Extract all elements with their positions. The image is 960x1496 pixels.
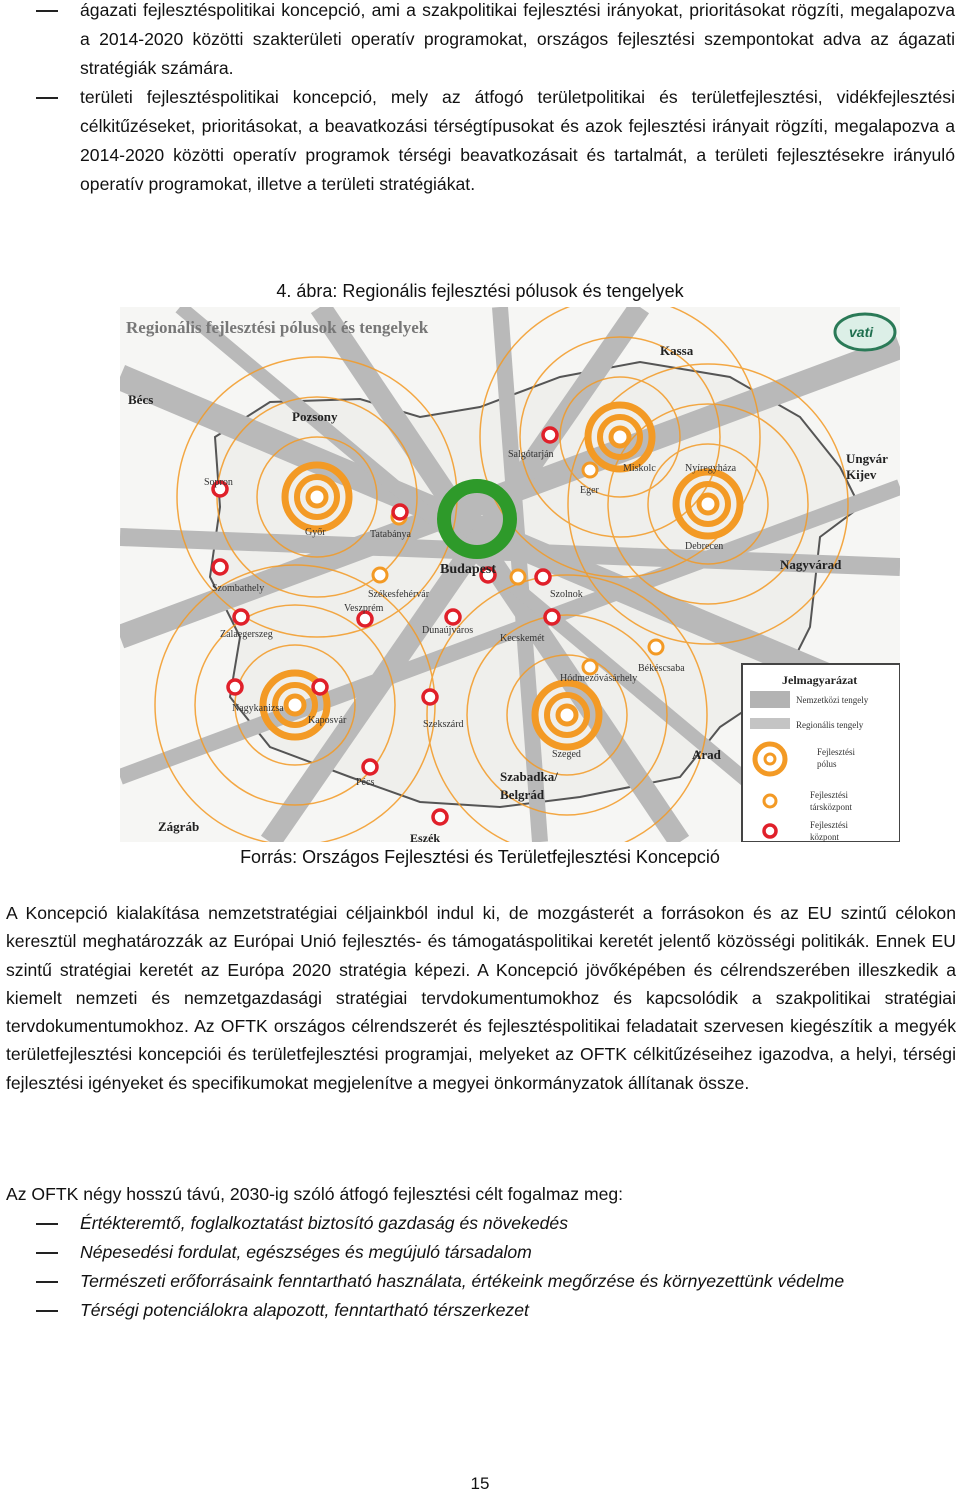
goal-text: Természeti erőforrásaink fenntartható használata, értékeink megőrzése és környezettünk védelme [80,1271,845,1291]
legend-swatch [750,718,790,729]
body-paragraph: A Koncepció kialakítása nemzetstratégiai céljainkból indul ki, de mozgásterét a forrásokon és az EU szintű célokon keresztül meghatározzák az Európai Unió fejlesztés- és támogatáspolitikai keretét jelentő közösségi politikák. Ennek EU szintű stratégiai keretét az Európa 2020 stratégia képezi. A Koncepció jövőképében és célrendszerében illeszkedik a kiemelt nemzeti és nemzetgazdasági stratégiai tervdokumentumokhoz és kapcsolódik a szakpolitikai stratégiai tervdokumentumokhoz. Az OFTK országos célrendszerét és fejlesztéspolitikai feladatait szervesen kiegészítik a megyék területfejlesztési koncepciói és területfejlesztési programjai, melyeket az OFTK célkitűzéseihez igazodva, a helyi, térségi fejlesztési igényeket és specifikumokat megjelenítve a megyei önkormányzatok állítanak össze. [6,903,956,1093]
map-title: Regionális fejlesztési pólusok és tengelyek [126,318,429,337]
body-paragraph: Az OFTK négy hosszú távú, 2030-ig szóló átfogó fejlesztési célt fogalmaz meg: [6,1184,624,1204]
legend-copole-symbol [764,795,776,807]
goals-list [0,1209,960,1325]
city-label: Arad [692,747,721,762]
city-label: Kecskemét [500,633,545,644]
bullet-text: ágazati fejlesztéspolitikai koncepció, ami a szakpolitikai fejlesztési irányokat, prioritásokat rögzíti, megalapozva a 2014-2020 közötti szakterületi operatív programokat, országos fejlesztési szempontokat adva az ágazati stratégiák számára. [80,0,955,78]
city-label: Szolnok [550,589,583,600]
city-label: Budapest [440,562,497,577]
legend-swatch [750,691,790,708]
city-label: Veszprém [344,603,384,614]
city-label: Tatabánya [370,529,411,540]
list-item [0,83,960,199]
city-label: Pozsony [292,409,338,424]
city-label: Pécs [356,777,375,788]
city-label: Eger [580,485,599,496]
list-item [0,1296,960,1325]
list-item [0,0,960,83]
dash-bullet-icon [36,1223,58,1225]
city-label: Dunaújváros [422,625,474,636]
legend-label: Nemzetközi tengely [796,695,869,705]
list-item [0,1267,960,1296]
map-legend [742,664,900,842]
city-label: Nagykanizsa [232,703,284,714]
dash-bullet-icon [36,1310,58,1312]
legend-label: Fejlesztési [810,790,848,800]
legend-label: Fejlesztési [817,747,855,757]
dash-bullet-icon [36,1281,58,1283]
list-item [0,1209,960,1238]
city-label: Zalaegerszeg [220,629,273,640]
city-label: Ungvár [846,451,888,466]
city-label: Hódmezővásárhely [560,673,638,684]
city-label: Salgótarján [508,449,554,460]
vati-logo [835,314,895,350]
city-label: Belgrád [500,787,545,802]
dash-bullet-icon [36,1252,58,1254]
city-label: Nyíregyháza [685,463,737,474]
goal-text: Értékteremtő, foglalkoztatást biztosító gazdaság és növekedés [80,1213,569,1233]
goal-text: Népesedési fordulat, egészséges és megújuló társadalom [80,1242,532,1262]
legend-title: Jelmagyarázat [782,673,858,687]
top-bullet-list [0,0,960,199]
city-label: Bécs [128,392,154,407]
city-label: Kijev [846,467,877,482]
dash-bullet-icon [36,10,58,12]
list-item [0,1238,960,1267]
legend-label: pólus [817,759,837,769]
bullet-text: területi fejlesztéspolitikai koncepció, mely az átfogó területpolitikai és területfejlesztési, vidékfejlesztési célkitűzéseket, prioritásokat, a beavatkozási térségtípusokat és azok fejlesztési irányait rögzíti, megalapozva a 2014-2020 közötti operatív programok térségi beavatkozásait és tartalmát, a területi fejlesztésekre irányuló operatív programokat, illetve a területi stratégiákat. [80,87,955,194]
city-label: Kassa [660,343,694,358]
legend-label: Regionális tengely [796,720,864,730]
city-label: Debrecen [685,541,724,552]
vati-logo-text: vati [849,324,874,340]
city-label: Miskolc [623,463,656,474]
city-label: Szeged [552,749,581,760]
city-label: Székesfehérvár [368,589,430,600]
goal-text: Térségi potenciálokra alapozott, fenntartható térszerkezet [80,1300,529,1320]
legend-centre-symbol [764,825,776,837]
map-graphic [120,307,900,842]
city-label: Szombathely [212,583,265,594]
city-label: Zágráb [158,819,200,834]
city-label: Szekszárd [423,719,464,730]
city-label: Sopron [204,477,233,488]
city-label: Szabadka/ [500,769,558,784]
legend-label: Fejlesztési [810,820,848,830]
city-label: Győr [305,527,326,538]
figure-source: Forrás: Országos Fejlesztési és Területfejlesztési Koncepció [240,847,720,867]
figure-caption: 4. ábra: Regionális fejlesztési pólusok és tengelyek [276,281,684,301]
legend-label: központ [810,832,839,842]
dash-bullet-icon [36,97,58,99]
legend-label: társközpont [810,802,852,812]
city-label: Békéscsaba [638,663,685,674]
city-label: Kaposvár [308,715,347,726]
page-number: 15 [470,1474,490,1493]
city-label: Eszék [410,831,440,842]
city-label: Nagyvárad [780,557,842,572]
map-figure [120,307,900,842]
